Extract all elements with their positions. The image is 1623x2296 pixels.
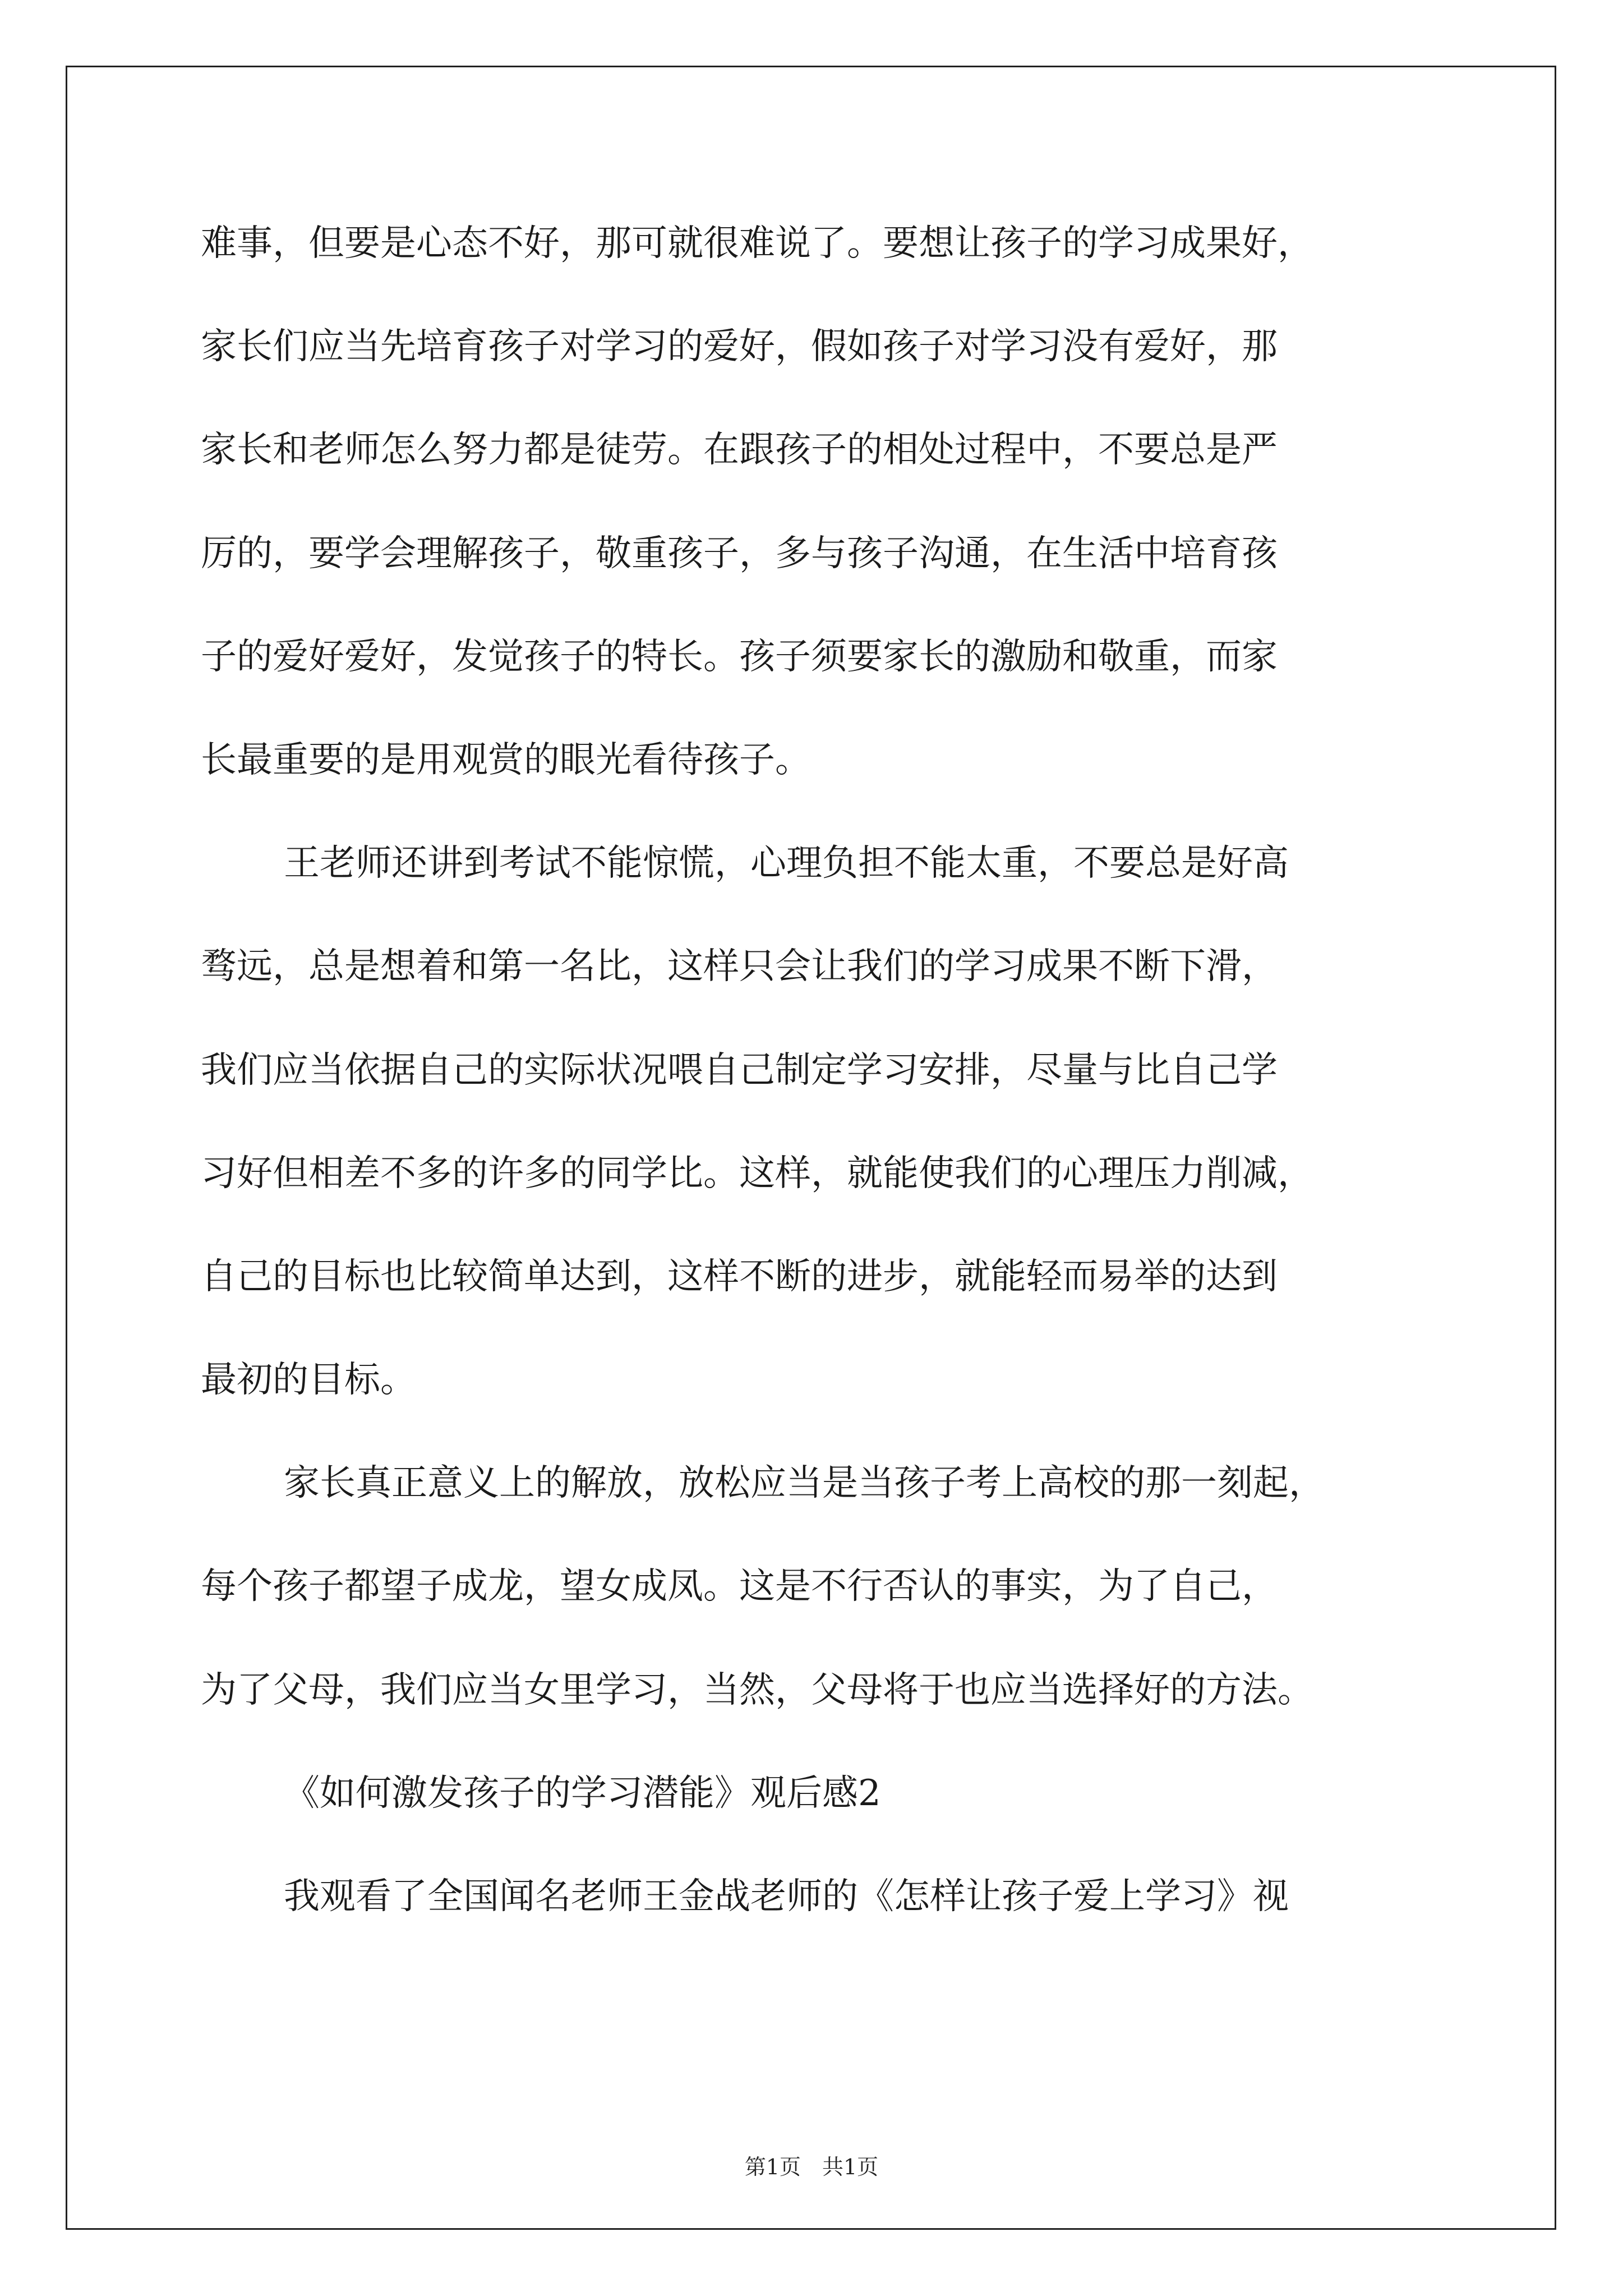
text-line: 家长们应当先培育孩子对学习的爱好，假如孩子对学习没有爱好，那 bbox=[201, 326, 1278, 368]
text-line: 家长和老师怎么努力都是徒劳。在跟孩子的相处过程中，不要总是严 bbox=[201, 429, 1278, 471]
text-line: 长最重要的是用观赏的眼光看待孩子。 bbox=[201, 739, 811, 781]
text-line: 骛远，总是想着和第一名比，这样只会让我们的学习成果不断下滑， bbox=[201, 946, 1278, 988]
text-line: 难事，但要是心态不好，那可就很难说了。要想让孩子的学习成果好， bbox=[201, 223, 1313, 264]
text-line: 厉的，要学会理解孩子，敬重孩子，多与孩子沟通，在生活中培育孩 bbox=[201, 532, 1278, 574]
paragraph-start-line: 我观看了全国闻名老师王金战老师的《怎样让孩子爱上学习》视 bbox=[284, 1876, 1289, 1917]
text-line: 为了父母，我们应当女里学习，当然，父母将于也应当选择好的方法。 bbox=[201, 1669, 1313, 1711]
text-line: 我们应当依据自己的实际状况喂自己制定学习安排，尽量与比自己学 bbox=[201, 1049, 1278, 1091]
document-body bbox=[201, 192, 1435, 1948]
page-footer: 第1页 共1页 bbox=[744, 2155, 879, 2179]
text-line: 最初的目标。 bbox=[201, 1359, 416, 1401]
text-line: 习好但相差不多的许多的同学比。这样，就能使我们的心理压力削减， bbox=[201, 1152, 1313, 1194]
text-line: 子的爱好爱好，发觉孩子的特长。孩子须要家长的激励和敬重，而家 bbox=[201, 636, 1278, 678]
section-heading: 《如何激发孩子的学习潜能》观后感2 bbox=[284, 1772, 881, 1814]
paragraph-start-line: 王老师还讲到考试不能惊慌，心理负担不能太重，不要总是好高 bbox=[284, 843, 1289, 885]
paragraph-start-line: 家长真正意义上的解放，放松应当是当孩子考上高校的那一刻起， bbox=[284, 1462, 1325, 1504]
text-line: 每个孩子都望子成龙，望女成凤。这是不行否认的事实，为了自己， bbox=[201, 1566, 1278, 1608]
text-line: 自己的目标也比较简单达到，这样不断的进步，就能轻而易举的达到 bbox=[201, 1255, 1278, 1297]
